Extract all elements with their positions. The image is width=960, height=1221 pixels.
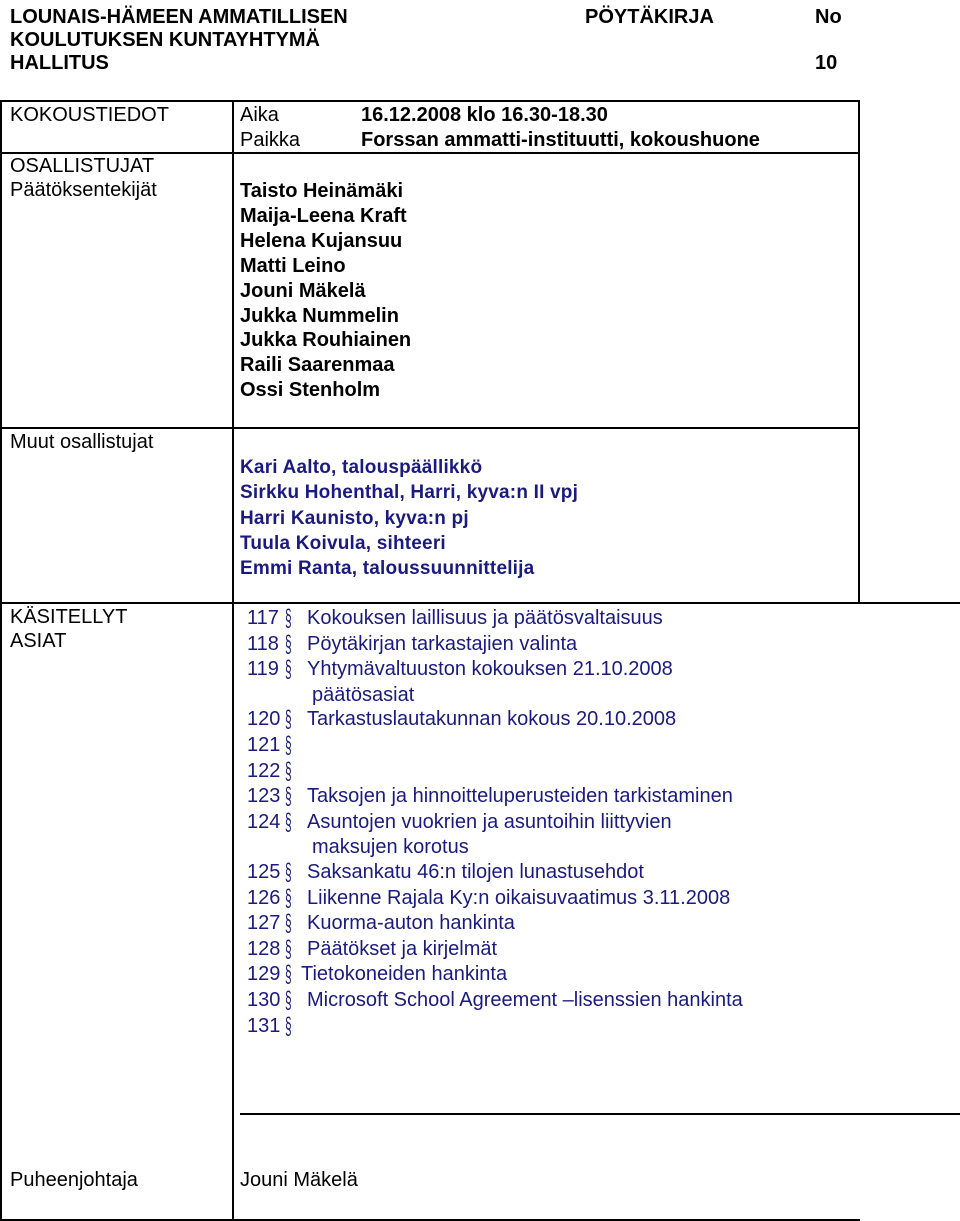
participant-name: Helena Kujansuu xyxy=(240,229,403,252)
section-symbol: § xyxy=(285,910,292,937)
item-number: 127 xyxy=(247,912,281,935)
org-name-line3: HALLITUS xyxy=(10,52,109,74)
org-name-line2: KOULUTUKSEN KUNTAYHTYMÄ xyxy=(10,29,320,51)
agenda-item xyxy=(247,707,743,733)
section-symbol: § xyxy=(285,757,292,785)
table-left-border xyxy=(0,100,2,1221)
item-number: 124 xyxy=(247,810,281,833)
item-number: 122 xyxy=(247,759,281,782)
signature-role-label: Puheenjohtaja xyxy=(10,1169,138,1191)
number-value: 10 xyxy=(815,52,838,74)
participant-name: Taisto Heinämäki xyxy=(240,180,404,202)
participant-name: Matti Leino xyxy=(240,254,346,277)
item-title-continued: päätösasiat xyxy=(312,683,415,706)
item-title-continued: maksujen korotus xyxy=(312,836,469,859)
participant-name: Jukka Rouhiainen xyxy=(240,329,412,352)
item-number: 125 xyxy=(247,860,281,883)
agenda-item xyxy=(247,810,743,836)
item-number: 121 xyxy=(247,733,281,756)
item-title: Liikenne Rajala Ky:n oikaisuvaatimus 3.11.2008 xyxy=(307,886,731,909)
participant-name: Raili Saarenmaa xyxy=(240,354,395,377)
agenda-item xyxy=(247,886,743,912)
agenda-label-line1: KÄSITELLYT xyxy=(10,606,128,628)
section-symbol: § xyxy=(285,935,292,963)
participants-section-label: OSALLISTUJAT xyxy=(10,155,155,177)
item-number: 120 xyxy=(247,708,281,731)
participant-name: Maija-Leena Kraft xyxy=(240,204,407,227)
item-title: Tietokoneiden hankinta xyxy=(301,963,508,986)
row-divider-decision-makers xyxy=(0,427,860,429)
agenda-item xyxy=(247,937,743,963)
section-symbol: § xyxy=(285,731,292,759)
other-participant: Emmi Ranta, taloussuunnittelija xyxy=(240,558,535,580)
agenda-item xyxy=(247,911,743,937)
item-number: 117 xyxy=(247,607,279,629)
section-symbol: § xyxy=(285,1012,292,1039)
table-right-border xyxy=(858,100,860,604)
section-symbol: § xyxy=(285,706,292,733)
item-number: 130 xyxy=(247,988,281,1011)
agenda-item xyxy=(247,962,743,988)
agenda-item xyxy=(247,1014,743,1040)
item-number: 123 xyxy=(247,785,281,808)
other-participant: Kari Aalto, talouspäällikkö xyxy=(240,457,483,478)
agenda-item xyxy=(247,759,743,785)
decision-makers-label: Päätöksentekijät xyxy=(10,179,157,201)
section-symbol: § xyxy=(285,961,292,988)
item-title: Yhtymävaltuuston kokouksen 21.10.2008 xyxy=(307,658,673,681)
agenda-item xyxy=(247,632,743,658)
section-symbol: § xyxy=(285,630,292,658)
place-label: Paikka xyxy=(240,129,301,151)
other-participants-list xyxy=(240,455,578,581)
item-number: 118 xyxy=(247,632,279,655)
other-participants-label: Muut osallistujat xyxy=(10,431,154,453)
agenda-item xyxy=(247,860,743,886)
section-symbol: § xyxy=(285,884,292,912)
item-title: Pöytäkirjan tarkastajien valinta xyxy=(307,632,578,655)
item-number: 131 xyxy=(247,1014,281,1037)
section-symbol: § xyxy=(285,656,292,683)
item-number: 119 xyxy=(247,658,279,681)
item-title: Kokouksen laillisuus ja päätösvaltaisuus xyxy=(307,607,663,629)
item-title: Asuntojen vuokrien ja asuntoihin liittyvien xyxy=(307,810,672,833)
participant-name: Jouni Mäkelä xyxy=(240,279,366,302)
item-title: Päätökset ja kirjelmät xyxy=(307,937,498,960)
section-symbol: § xyxy=(285,808,292,836)
other-participant: Sirkku Hohenthal, Harri, kyva:n II vpj xyxy=(240,482,579,504)
item-title: Microsoft School Agreement –lisenssien hankinta xyxy=(307,988,743,1011)
participant-name: Ossi Stenholm xyxy=(240,379,381,402)
other-participant: Harri Kaunisto, kyva:n pj xyxy=(240,507,469,529)
item-number: 126 xyxy=(247,886,281,909)
column-divider xyxy=(232,100,234,1221)
section-symbol: § xyxy=(285,604,292,632)
signature-name: Jouni Mäkelä xyxy=(240,1169,358,1191)
agenda-item xyxy=(247,657,743,683)
row-divider-others xyxy=(0,602,960,604)
time-label: Aika xyxy=(240,104,279,126)
table-top-border xyxy=(0,100,860,102)
other-participant: Tuula Koivula, sihteeri xyxy=(240,532,446,554)
item-number: 129 xyxy=(247,963,281,986)
agenda-item xyxy=(247,733,743,759)
item-number: 128 xyxy=(247,937,281,960)
org-name-line1: LOUNAIS-HÄMEEN AMMATILLISEN xyxy=(10,6,348,28)
place-value: Forssan ammatti-instituutti, kokoushuone xyxy=(361,129,760,151)
row-divider-agenda xyxy=(240,1113,960,1115)
item-title: Tarkastuslautakunnan kokous 20.10.2008 xyxy=(307,708,677,731)
agenda-item xyxy=(247,784,743,810)
number-label: No xyxy=(815,6,842,28)
agenda-list xyxy=(247,606,743,1039)
meeting-section-label: KOKOUSTIEDOT xyxy=(10,104,169,126)
section-symbol: § xyxy=(285,986,292,1014)
agenda-label-line2: ASIAT xyxy=(10,630,67,652)
document-type: PÖYTÄKIRJA xyxy=(585,6,714,28)
decision-makers-list xyxy=(240,179,411,403)
participant-name: Jukka Nummelin xyxy=(240,304,399,327)
agenda-item xyxy=(247,606,743,632)
time-value: 16.12.2008 klo 16.30-18.30 xyxy=(361,104,608,126)
agenda-item xyxy=(247,988,743,1014)
item-title: Taksojen ja hinnoitteluperusteiden tarkistaminen xyxy=(307,785,733,808)
item-title: Kuorma-auton hankinta xyxy=(307,912,515,935)
item-title: Saksankatu 46:n tilojen lunastusehdot xyxy=(307,860,644,883)
section-symbol: § xyxy=(285,783,292,810)
section-symbol: § xyxy=(285,858,292,886)
